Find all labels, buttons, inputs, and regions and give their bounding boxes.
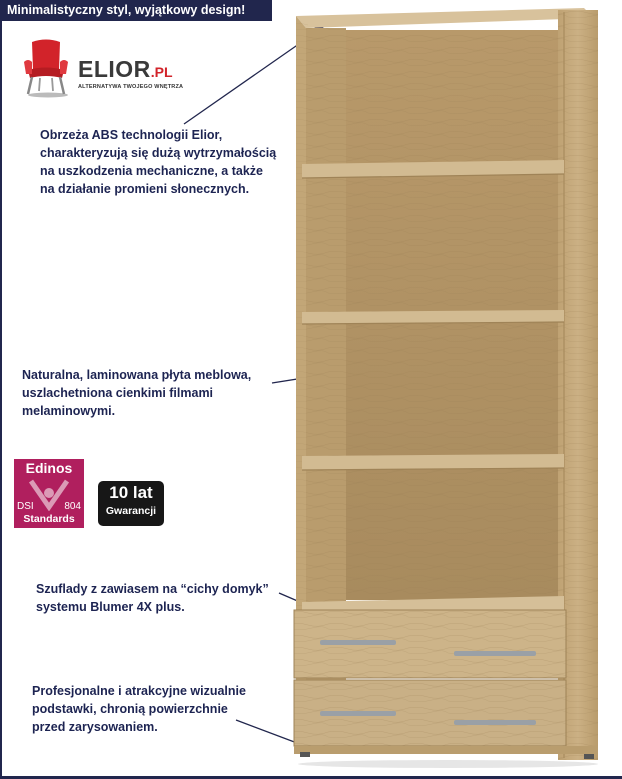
header-banner: Minimalistyczny styl, wyjątkowy design! bbox=[0, 0, 272, 21]
logo-tagline: ALTERNATYWA TWOJEGO WNĘTRZA bbox=[78, 84, 184, 90]
warranty-years: 10 lat bbox=[109, 483, 153, 502]
annotation-feet: Profesjonalne i atrakcyjne wizualnie podstawki, chronią powierzchnie przed zarysowaniem. bbox=[32, 684, 246, 734]
warranty-label: Gwarancji bbox=[105, 505, 157, 517]
logo-brand: ELIOR bbox=[78, 56, 151, 82]
edinos-number: 804 bbox=[64, 501, 81, 512]
edinos-dsi: DSI bbox=[17, 501, 34, 512]
annotation-drawers: Szuflady z zawiasem na “cichy domyk” systemu Blumer 4X plus. bbox=[36, 582, 269, 614]
warranty-badge bbox=[98, 481, 164, 526]
logo-suffix: .PL bbox=[150, 64, 173, 80]
annotation-edges: Obrzeża ABS technologii Elior, charakteryzują się dużą wytrzymałością na uszkodzenia mechaniczne, a także na działanie promieni słonecznych. bbox=[40, 128, 277, 196]
checkmark-icon bbox=[29, 479, 69, 511]
edinos-standards: Standards bbox=[23, 513, 75, 525]
edinos-title: Edinos bbox=[25, 460, 73, 476]
bookcase-image bbox=[288, 8, 608, 778]
edinos-badge bbox=[14, 459, 84, 528]
annotation-board: Naturalna, laminowana płyta meblowa, uszlachetniona cienkimi filmami melaminowymi. bbox=[22, 368, 252, 418]
